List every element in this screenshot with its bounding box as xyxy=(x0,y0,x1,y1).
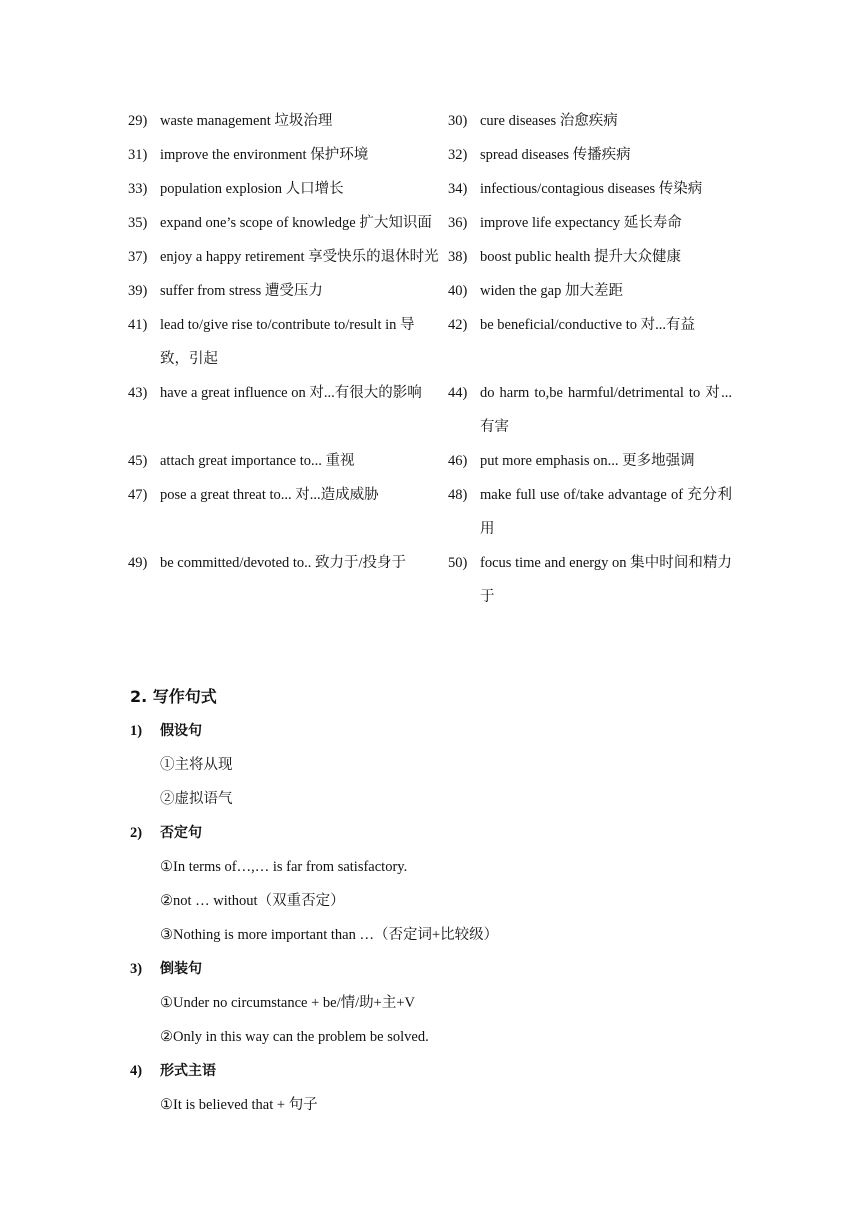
vocab-row xyxy=(128,240,738,274)
sentence-patterns-section xyxy=(130,680,730,1122)
item-number: 34) xyxy=(448,181,468,197)
pattern-item: ①Under no circumstance + be/情/助+主+V xyxy=(160,995,415,1011)
group-title: 倒装句 xyxy=(160,961,202,977)
item-text: pose a great threat to... 对...造成威胁 xyxy=(160,487,379,503)
group-number: 2) xyxy=(130,825,143,841)
vocab-row xyxy=(128,138,738,172)
vocab-item xyxy=(448,104,738,138)
item-text: improve life expectancy 延长寿命 xyxy=(480,215,682,231)
vocab-item xyxy=(128,274,448,308)
item-number: 50) xyxy=(448,555,468,571)
vocab-item xyxy=(448,274,738,308)
item-text: lead to/give rise to/contribute to/result in 导致，引起 xyxy=(160,317,415,367)
group-heading xyxy=(130,952,730,986)
vocab-item xyxy=(448,206,738,240)
item-number: 39) xyxy=(128,283,148,299)
item-text: improve the environment 保护环境 xyxy=(160,147,369,163)
vocab-row xyxy=(128,206,738,240)
item-text: have a great influence on 对...有很大的影响 xyxy=(160,385,422,401)
pattern-item: ②Only in this way can the problem be solved. xyxy=(160,1029,429,1045)
item-text: enjoy a happy retirement 享受快乐的退休时光 xyxy=(160,249,439,265)
item-number: 43) xyxy=(128,385,148,401)
item-number: 46) xyxy=(448,453,468,469)
vocab-item xyxy=(448,172,738,206)
item-text: expand one’s scope of knowledge 扩大知识面 xyxy=(160,215,432,231)
item-text: infectious/contagious diseases 传染病 xyxy=(480,181,703,197)
item-text: spread diseases 传播疾病 xyxy=(480,147,631,163)
item-number: 32) xyxy=(448,147,468,163)
vocab-row xyxy=(128,478,738,546)
item-number: 37) xyxy=(128,249,148,265)
item-text: boost public health 提升大众健康 xyxy=(480,249,681,265)
item-text: cure diseases 治愈疾病 xyxy=(480,113,618,129)
vocab-row xyxy=(128,444,738,478)
vocabulary-list xyxy=(128,104,738,614)
vocab-item xyxy=(448,546,738,614)
item-text: put more emphasis on... 更多地强调 xyxy=(480,453,695,469)
item-number: 40) xyxy=(448,283,468,299)
vocab-row xyxy=(128,308,738,376)
item-number: 33) xyxy=(128,181,148,197)
vocab-item xyxy=(128,138,448,172)
group-heading xyxy=(130,1054,730,1088)
item-text: do harm to,be harmful/detrimental to 对...有害 xyxy=(480,385,732,435)
pattern-item: ①It is believed that + 句子 xyxy=(160,1097,318,1113)
group-heading xyxy=(130,816,730,850)
item-text: suffer from stress 遭受压力 xyxy=(160,283,323,299)
item-number: 38) xyxy=(448,249,468,265)
item-text: waste management 垃圾治理 xyxy=(160,113,333,129)
vocab-row xyxy=(128,274,738,308)
pattern-item: ②虚拟语气 xyxy=(160,791,233,807)
vocab-item xyxy=(128,206,448,240)
vocab-item xyxy=(128,546,448,614)
item-text: be beneficial/conductive to 对...有益 xyxy=(480,317,696,333)
pattern-item: ①主将从现 xyxy=(160,757,233,773)
item-number: 48) xyxy=(448,487,468,503)
item-number: 35) xyxy=(128,215,148,231)
group-number: 4) xyxy=(130,1063,143,1079)
pattern-item: ②not … without（双重否定） xyxy=(160,893,345,909)
vocab-item xyxy=(448,308,738,376)
item-number: 31) xyxy=(128,147,148,163)
vocab-item xyxy=(128,172,448,206)
vocab-item xyxy=(448,444,738,478)
vocab-item xyxy=(128,308,448,376)
vocab-item xyxy=(448,138,738,172)
section-title: 2. 写作句式 xyxy=(130,687,217,706)
group-heading xyxy=(130,714,730,748)
group-number: 3) xyxy=(130,961,143,977)
item-text: make full use of/take advantage of 充分利用 xyxy=(480,487,732,537)
item-text: be committed/devoted to.. 致力于/投身于 xyxy=(160,555,407,571)
item-number: 29) xyxy=(128,113,148,129)
vocab-item xyxy=(128,104,448,138)
group-title: 假设句 xyxy=(160,723,202,739)
vocab-row xyxy=(128,376,738,444)
vocab-row xyxy=(128,546,738,614)
item-number: 30) xyxy=(448,113,468,129)
vocab-item xyxy=(448,376,738,444)
item-text: focus time and energy on 集中时间和精力于 xyxy=(480,555,732,605)
vocab-item xyxy=(128,478,448,546)
pattern-item: ①In terms of…,… is far from satisfactory. xyxy=(160,859,408,875)
pattern-item: ③Nothing is more important than …（否定词+比较级） xyxy=(160,927,499,943)
group-title: 形式主语 xyxy=(160,1063,216,1079)
item-text: widen the gap 加大差距 xyxy=(480,283,623,299)
item-number: 45) xyxy=(128,453,148,469)
vocab-row xyxy=(128,104,738,138)
vocab-row xyxy=(128,172,738,206)
item-number: 47) xyxy=(128,487,148,503)
vocab-item xyxy=(128,376,448,444)
item-text: population explosion 人口增长 xyxy=(160,181,344,197)
group-title: 否定句 xyxy=(160,825,202,841)
item-text: attach great importance to... 重视 xyxy=(160,453,355,469)
group-number: 1) xyxy=(130,723,143,739)
item-number: 41) xyxy=(128,317,148,333)
vocab-item xyxy=(448,240,738,274)
item-number: 44) xyxy=(448,385,468,401)
item-number: 36) xyxy=(448,215,468,231)
item-number: 49) xyxy=(128,555,148,571)
vocab-item xyxy=(448,478,738,546)
item-number: 42) xyxy=(448,317,468,333)
vocab-item xyxy=(128,240,448,274)
vocab-item xyxy=(128,444,448,478)
